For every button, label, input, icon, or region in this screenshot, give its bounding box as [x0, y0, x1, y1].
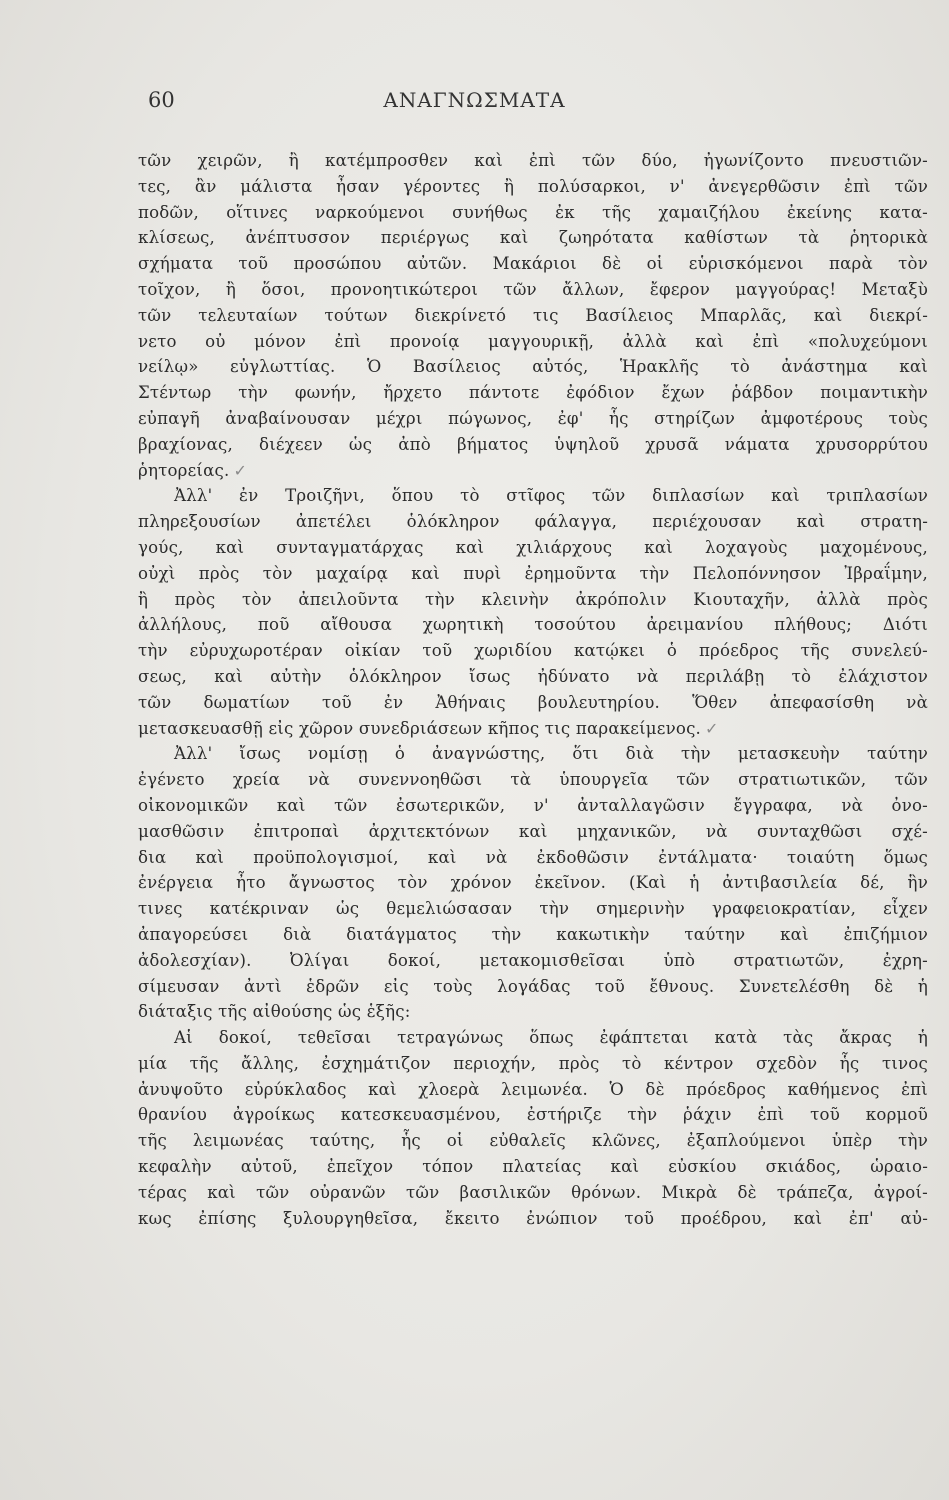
text-line: τῶν δωματίων τοῦ ἐν Ἀθήναις βουλευτηρίου. Ὅθεν ἀπεφασίσθη νὰ [138, 692, 928, 712]
text-line: θρανίου ἀγροίκως κατεσκευασμένου, ἐστήριζε τὴν ῥάχιν ἐπὶ τοῦ κορμοῦ [138, 1105, 928, 1125]
text-line: ποδῶν, οἵτινες ναρκούμενοι συνήθως ἐκ τῆς χαμαιζήλου ἐκείνης κατα- [138, 202, 928, 222]
text-line: εὐπαγῆ ἀναβαίνουσαν μέχρι πώγωνος, ἐφ' ἧς στηρίζων ἀμφοτέρους τοὺς [138, 408, 928, 428]
paragraph-end-line [138, 458, 928, 484]
text-line: σχήματα τοῦ προσώπου αὐτῶν. Μακάριοι δὲ οἱ εὑρισκόμενοι παρὰ τὸν [138, 254, 928, 274]
check-mark-icon: ✓ [705, 718, 719, 738]
text-line: κεφαλὴν αὐτοῦ, ἐπεῖχον τόπον πλατείας καὶ εὐσκίου σκιάδος, ὡραιο- [138, 1157, 928, 1177]
text-line: οὐχὶ πρὸς τὸν μαχαίρᾳ καὶ πυρὶ ἐρημοῦντα τὴν Πελοπόννησον Ἰβραΐμην, [138, 563, 928, 583]
paragraph-end-line [138, 716, 928, 742]
paragraph-start-line: Αἱ δοκοί, τεθεῖσαι τετραγώνως ὅπως ἐφάπτεται κατὰ τὰς ἄκρας ἡ [174, 1028, 928, 1048]
check-mark-icon: ✓ [233, 460, 248, 480]
body-text [138, 148, 928, 1418]
text-line: τῆς λειμωνέας ταύτης, ἧς οἱ εὐθαλεῖς κλῶνες, ἐξαπλούμενοι ὑπὲρ τὴν [138, 1131, 928, 1151]
line-text: μετασκευασθῇ εἰς χῶρον συνεδριάσεων κῆπος τις παρακείμενος. [138, 718, 702, 738]
text-line: τοῖχον, ἢ ὅσοι, προνοητικώτεροι τῶν ἄλλων, ἔφερον μαγγούρας! Μεταξὺ [138, 279, 928, 299]
text-line: μία τῆς ἄλλης, ἐσχημάτιζον περιοχήν, πρὸς τὸ κέντρον σχεδὸν ἧς τινος [138, 1053, 928, 1073]
text-line: τες, ἂν μάλιστα ἦσαν γέροντες ἢ πολύσαρκοι, ν' ἀνεγερθῶσιν ἐπὶ τῶν [138, 176, 928, 196]
text-line: πληρεξουσίων ἀπετέλει ὁλόκληρον φάλαγγα, περιέχουσαν καὶ στρατη- [138, 512, 928, 532]
text-line: ἀδολεσχίαν). Ὀλίγαι δοκοί, μετακομισθεῖσαι ὑπὸ στρατιωτῶν, ἐχρη- [138, 950, 928, 970]
text-line: ἐγένετο χρεία νὰ συνεννοηθῶσι τὰ ὑπουργεῖα τῶν στρατιωτικῶν, τῶν [138, 770, 928, 790]
text-line: σίμευσαν ἀντὶ ἑδρῶν εἰς τοὺς λογάδας τοῦ ἔθνους. Συνετελέσθη δὲ ἡ [138, 976, 928, 996]
paragraph-start-line: Ἀλλ' ἐν Τροιζῆνι, ὅπου τὸ στῖφος τῶν διπλασίων καὶ τριπλασίων [174, 486, 928, 506]
running-head [0, 88, 949, 118]
text-line: τῶν τελευταίων τούτων διεκρίνετό τις Βασίλειος Μπαρλᾶς, καὶ διεκρί- [138, 305, 928, 325]
page-number: 60 [148, 88, 175, 112]
text-line: βραχίονας, διέχεεν ὡς ἀπὸ βήματος ὑψηλοῦ χρυσᾶ νάματα χρυσορρύτου [138, 434, 928, 454]
text-line: νετο οὐ μόνον ἐπὶ προνοίᾳ μαγγουρικῇ, ἀλλὰ καὶ ἐπὶ «πολυχεύμονι [138, 331, 928, 351]
text-line: τῶν χειρῶν, ἢ κατέμπροσθεν καὶ ἐπὶ τῶν δύο, ἠγωνίζοντο πνευστιῶν- [138, 151, 928, 170]
text-line: οἰκονομικῶν καὶ τῶν ἐσωτερικῶν, ν' ἀνταλλαγῶσιν ἔγγραφα, νὰ ὀνο- [138, 795, 928, 815]
text-line: γούς, καὶ συνταγματάρχας καὶ χιλιάρχους καὶ λοχαγοὺς μαχομένους, [138, 537, 928, 557]
text-line: ἐνέργεια ἦτο ἄγνωστος τὸν χρόνον ἐκεῖνον. (Καὶ ἡ ἀντιβασιλεία δέ, ἣν [138, 873, 928, 893]
text-line: κλίσεως, ἀνέπτυσσον περιέργως καὶ ζωηρότατα καθίστων τὰ ῥητορικὰ [138, 228, 928, 248]
text-line: ἀπαγορεύσει διὰ διατάγματος τὴν κακωτικὴν ταύτην καὶ ἐπιζήμιον [138, 924, 928, 944]
text-line: κως ἐπίσης ξυλουργηθεῖσα, ἔκειτο ἐνώπιον τοῦ προέδρου, καὶ ἐπ' αὐ- [138, 1208, 928, 1228]
text-line: τινες κατέκριναν ὡς θεμελιώσασαν τὴν σημερινὴν γραφειοκρατίαν, εἶχεν [138, 899, 928, 919]
running-title: ΑΝΑΓΝΩΣΜΑΤΑ [383, 88, 566, 112]
text-line: Στέντωρ τὴν φωνήν, ἤρχετο πάντοτε ἐφόδιον ἔχων ῥάβδον ποιμαντικὴν [138, 383, 928, 403]
text-line: μασθῶσιν ἐπιτροπαὶ ἀρχιτεκτόνων καὶ μηχανικῶν, νὰ συνταχθῶσι σχέ- [138, 821, 928, 841]
text-line: τὴν εὐρυχωροτέραν οἰκίαν τοῦ χωριδίου κατῴκει ὁ πρόεδρος τῆς συνελεύ- [138, 641, 928, 661]
paragraph-end-line: διάταξις τῆς αἰθούσης ὡς ἑξῆς: [138, 1002, 411, 1022]
text-line: δια καὶ προϋπολογισμοί, καὶ νὰ ἐκδοθῶσιν ἐντάλματα· τοιαύτη ὅμως [138, 847, 928, 867]
text-line: ἀλλήλους, ποῦ αἴθουσα χωρητικὴ τοσούτου ἀρειμανίου πλήθους; Διότι [138, 615, 928, 635]
paragraph-start-line: Ἀλλ' ἴσως νομίσῃ ὁ ἀναγνώστης, ὅτι διὰ τὴν μετασκευὴν ταύτην [174, 744, 928, 764]
line-text: ῥητορείας. [138, 460, 230, 480]
text-line: ἢ πρὸς τὸν ἀπειλοῦντα τὴν κλεινὴν ἀκρόπολιν Κιουταχῆν, ἀλλὰ πρὸς [138, 589, 928, 609]
text-line: τέρας καὶ τῶν οὐρανῶν τῶν βασιλικῶν θρόνων. Μικρὰ δὲ τράπεζα, ἀγροί- [138, 1182, 928, 1202]
text-line: νείλῳ» εὐγλωττίας. Ὁ Βασίλειος αὐτός, Ἡρακλῆς τὸ ἀνάστημα καὶ [138, 357, 928, 377]
text-line: ἀνυψοῦτο εὐρύκλαδος καὶ χλοερὰ λειμωνέα. Ὁ δὲ πρόεδρος καθήμενος ἐπὶ [138, 1079, 928, 1099]
text-line: σεως, καὶ αὐτὴν ὁλόκληρον ἴσως ἠδύνατο νὰ περιλάβῃ τὸ ἐλάχιστον [138, 666, 928, 686]
